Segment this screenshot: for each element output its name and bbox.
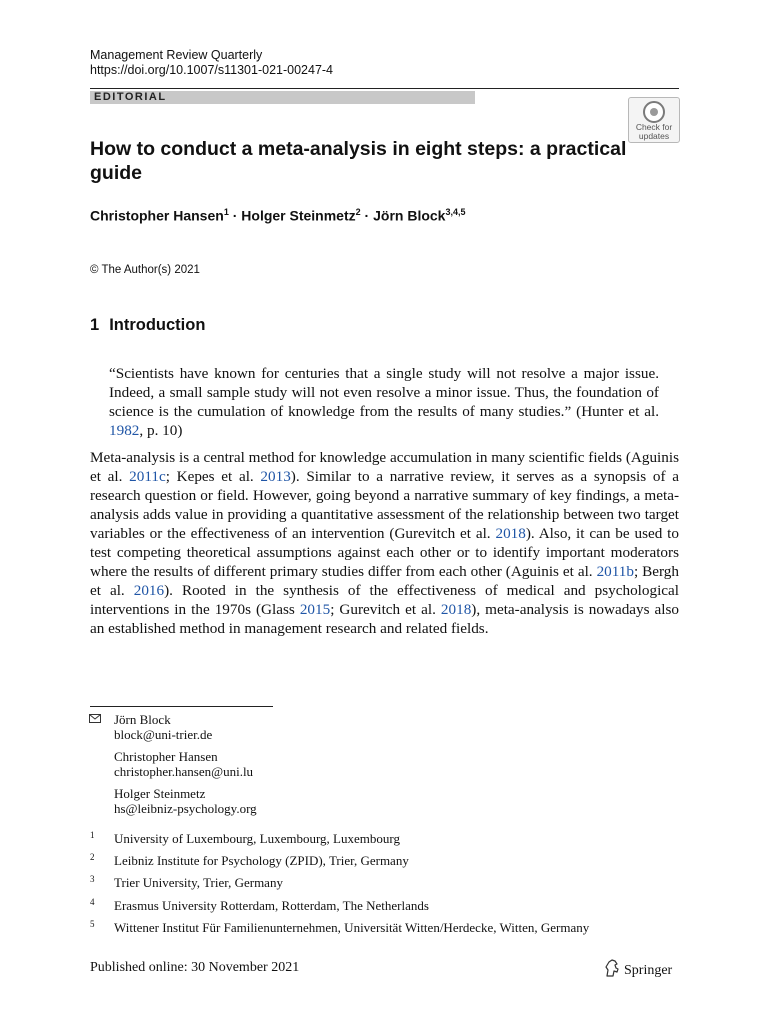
affiliation-number: 5 — [90, 919, 95, 929]
contact-email[interactable]: block@uni-trier.de — [114, 727, 213, 742]
affiliation-text: Erasmus University Rotterdam, Rotterdam, The Netherlands — [114, 898, 429, 913]
citation-link[interactable]: 2011b — [596, 563, 634, 580]
journal-header — [90, 48, 333, 78]
epigraph-quote: “Scientists have known for centuries that a single study will not resolve a major issue. Indeed, a small sample study will not even resolve a minor issue. Thus, the foundation of science is the cumulation of knowledge from the results of many studies.” (Hunter et al. 1982, p. 10) — [109, 365, 659, 439]
contact-name: Holger Steinmetz — [114, 786, 206, 801]
section-title: Introduction — [109, 316, 206, 334]
citation-link[interactable]: 2018 — [440, 601, 472, 618]
crossmark-icon — [643, 101, 665, 123]
contact-email[interactable]: hs@leibniz-psychology.org — [114, 801, 257, 816]
citation-link[interactable]: 2015 — [299, 601, 331, 618]
affiliation-number: 2 — [90, 852, 95, 862]
affiliation-text: Trier University, Trier, Germany — [114, 875, 283, 890]
publisher-logo[interactable] — [604, 959, 672, 979]
author-name[interactable]: Holger Steinmetz — [241, 207, 356, 224]
author-list — [90, 207, 466, 224]
author-name[interactable]: Christopher Hansen — [90, 207, 224, 224]
contact-entry — [114, 786, 257, 816]
section-number: 1 — [90, 316, 100, 334]
affiliation-number: 4 — [90, 897, 95, 907]
affiliation-number: 3 — [90, 874, 95, 884]
citation-link[interactable]: 2013 — [260, 468, 291, 485]
header-rule — [90, 88, 679, 89]
category-bar — [90, 91, 475, 104]
affiliation-text: University of Luxembourg, Luxembourg, Luxembourg — [114, 831, 400, 846]
affiliation-text: Wittener Institut Für Familienunternehmen, Universität Witten/Herdecke, Witten, Germany — [114, 920, 590, 935]
author-name[interactable]: Jörn Block — [373, 207, 446, 224]
contact-entry — [114, 712, 212, 742]
check-updates-text: Check for updates — [635, 122, 673, 141]
published-date: Published online: 30 November 2021 — [90, 960, 300, 975]
footnote-rule — [90, 706, 273, 707]
citation-link[interactable]: 1982 — [109, 422, 140, 439]
author-separator: · — [360, 207, 374, 224]
author-affiliation-mark: 2 — [355, 207, 361, 217]
journal-name: Management Review Quarterly — [90, 48, 263, 62]
publisher-name: Springer — [624, 963, 673, 978]
citation-link[interactable]: 2011c — [129, 468, 166, 485]
springer-horse-icon — [604, 959, 620, 977]
contact-name: Christopher Hansen — [114, 749, 218, 764]
author-separator: · — [228, 207, 242, 224]
doi-link[interactable]: https://doi.org/10.1007/s11301-021-00247-4 — [90, 63, 334, 77]
citation-link[interactable]: 2016 — [133, 582, 165, 599]
contact-name: Jörn Block — [114, 712, 171, 727]
body-paragraph: Meta-analysis is a central method for knowledge accumulation in many scientific fields (Aguinis et al. 2011c; Kepes et al. 2013). Similar to a narrative review, it serves as a synopsis of a research question or field. However, going beyond a narrative summary of key findings, a meta-analysis adds value in providing a quantitative assessment of the relationship between two target variables or the effectiveness of an intervention (Gurevitch et al. 2018). Also, it can be used to test competing theoretical assumptions against each other or to identify important moderators where the results of different primary studies differ from each other (Aguinis et al. 2011b; Bergh et al. 2016). Rooted in the synthesis of the effectiveness of medical and psychological interventions in the 1970s (Glass 2015; Gurevitch et al. 2018), meta-analysis is nowadays also an established method in management research and related fields. — [90, 449, 680, 637]
author-affiliation-mark: 3,4,5 — [445, 207, 466, 217]
category-label: EDITORIAL — [94, 91, 167, 103]
citation-link[interactable]: 2018 — [495, 525, 526, 542]
envelope-icon — [89, 714, 101, 723]
check-for-updates-badge[interactable] — [628, 97, 680, 143]
contact-entry — [114, 749, 253, 779]
author-affiliation-mark: 1 — [223, 207, 229, 217]
affiliation-number: 1 — [90, 830, 95, 840]
copyright-notice: © The Author(s) 2021 — [90, 264, 200, 276]
section-heading — [90, 316, 205, 335]
contact-email[interactable]: christopher.hansen@uni.lu — [114, 764, 254, 779]
article-title: How to conduct a meta-analysis in eight steps: a practical guide — [90, 138, 627, 184]
affiliation-text: Leibniz Institute for Psychology (ZPID), Trier, Germany — [114, 853, 409, 868]
